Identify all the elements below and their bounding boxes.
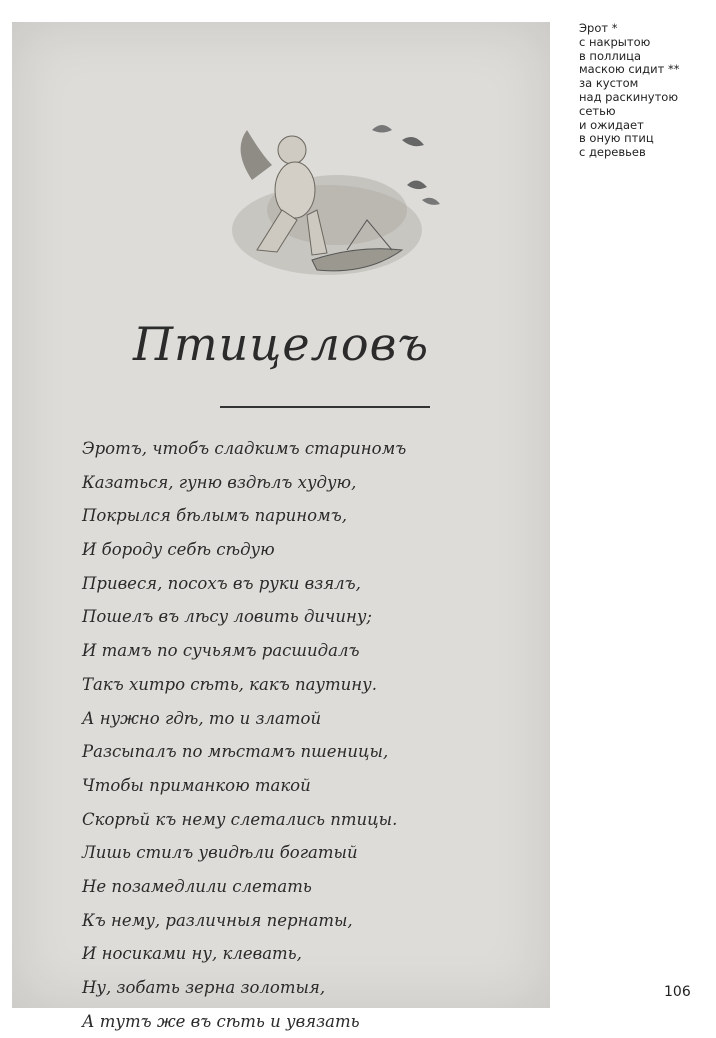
verse-line: А тутъ же въ сѣть и увязать bbox=[82, 1011, 360, 1031]
verse-line: Разсыпалъ по мѣстамъ пшеницы, bbox=[82, 742, 389, 762]
verse-line: Такъ хитро сѣть, какъ паутину. bbox=[82, 674, 377, 694]
caption-line: в поллица bbox=[579, 48, 642, 63]
verse-line: Не позамедлили слетать bbox=[82, 876, 312, 896]
caption-line: с деревьев bbox=[579, 145, 646, 160]
caption-line: за кустом bbox=[579, 76, 639, 91]
caption-line: маскою сидит ** bbox=[579, 62, 680, 77]
cupid-vignette bbox=[217, 110, 457, 290]
verse-line: Казаться, гуню вздѣлъ худую, bbox=[82, 472, 357, 492]
verse-line: Лишь стилъ увидѣли богатый bbox=[82, 843, 358, 863]
verse-line: И носиками ну, клевать, bbox=[82, 944, 302, 964]
verse-line: Скорѣй къ нему слетались птицы. bbox=[82, 809, 398, 829]
margin-caption bbox=[579, 22, 709, 160]
verse-line: Чтобы приманкою такой bbox=[82, 775, 311, 795]
caption-line: и ожидает bbox=[579, 117, 644, 132]
manuscript-plate bbox=[12, 22, 550, 1031]
verse-line: Эротъ, чтобъ сладкимъ стариномъ bbox=[82, 439, 407, 458]
caption-line: над раскинутою bbox=[579, 89, 679, 104]
verse-line: Пошелъ въ лѣсу ловить дичину; bbox=[82, 607, 372, 627]
title-underline bbox=[220, 406, 430, 408]
poem-title: Птицеловъ bbox=[132, 317, 430, 371]
verse-line: А нужно гдѣ, то и златой bbox=[82, 708, 322, 728]
caption-line: в оную птиц bbox=[579, 131, 654, 146]
verse-line: Къ нему, различныя пернаты, bbox=[82, 910, 353, 930]
caption-line: Эрот * bbox=[579, 21, 618, 35]
page-number: 106 bbox=[664, 984, 691, 1000]
verse-line: Ну, зобать зерна золотыя, bbox=[82, 978, 326, 997]
caption-line: с накрытою bbox=[579, 34, 651, 49]
verse-line: Покрылся бѣлымъ париномъ, bbox=[82, 506, 347, 526]
verse-line: И бороду себѣ сѣдую bbox=[82, 540, 275, 560]
verse-line: Привеся, посохъ въ руки взялъ, bbox=[82, 573, 361, 593]
poem-verse bbox=[82, 432, 522, 1038]
verse-line: И тамъ по сучьямъ расшидалъ bbox=[82, 641, 360, 661]
caption-line: сетью bbox=[579, 103, 616, 118]
